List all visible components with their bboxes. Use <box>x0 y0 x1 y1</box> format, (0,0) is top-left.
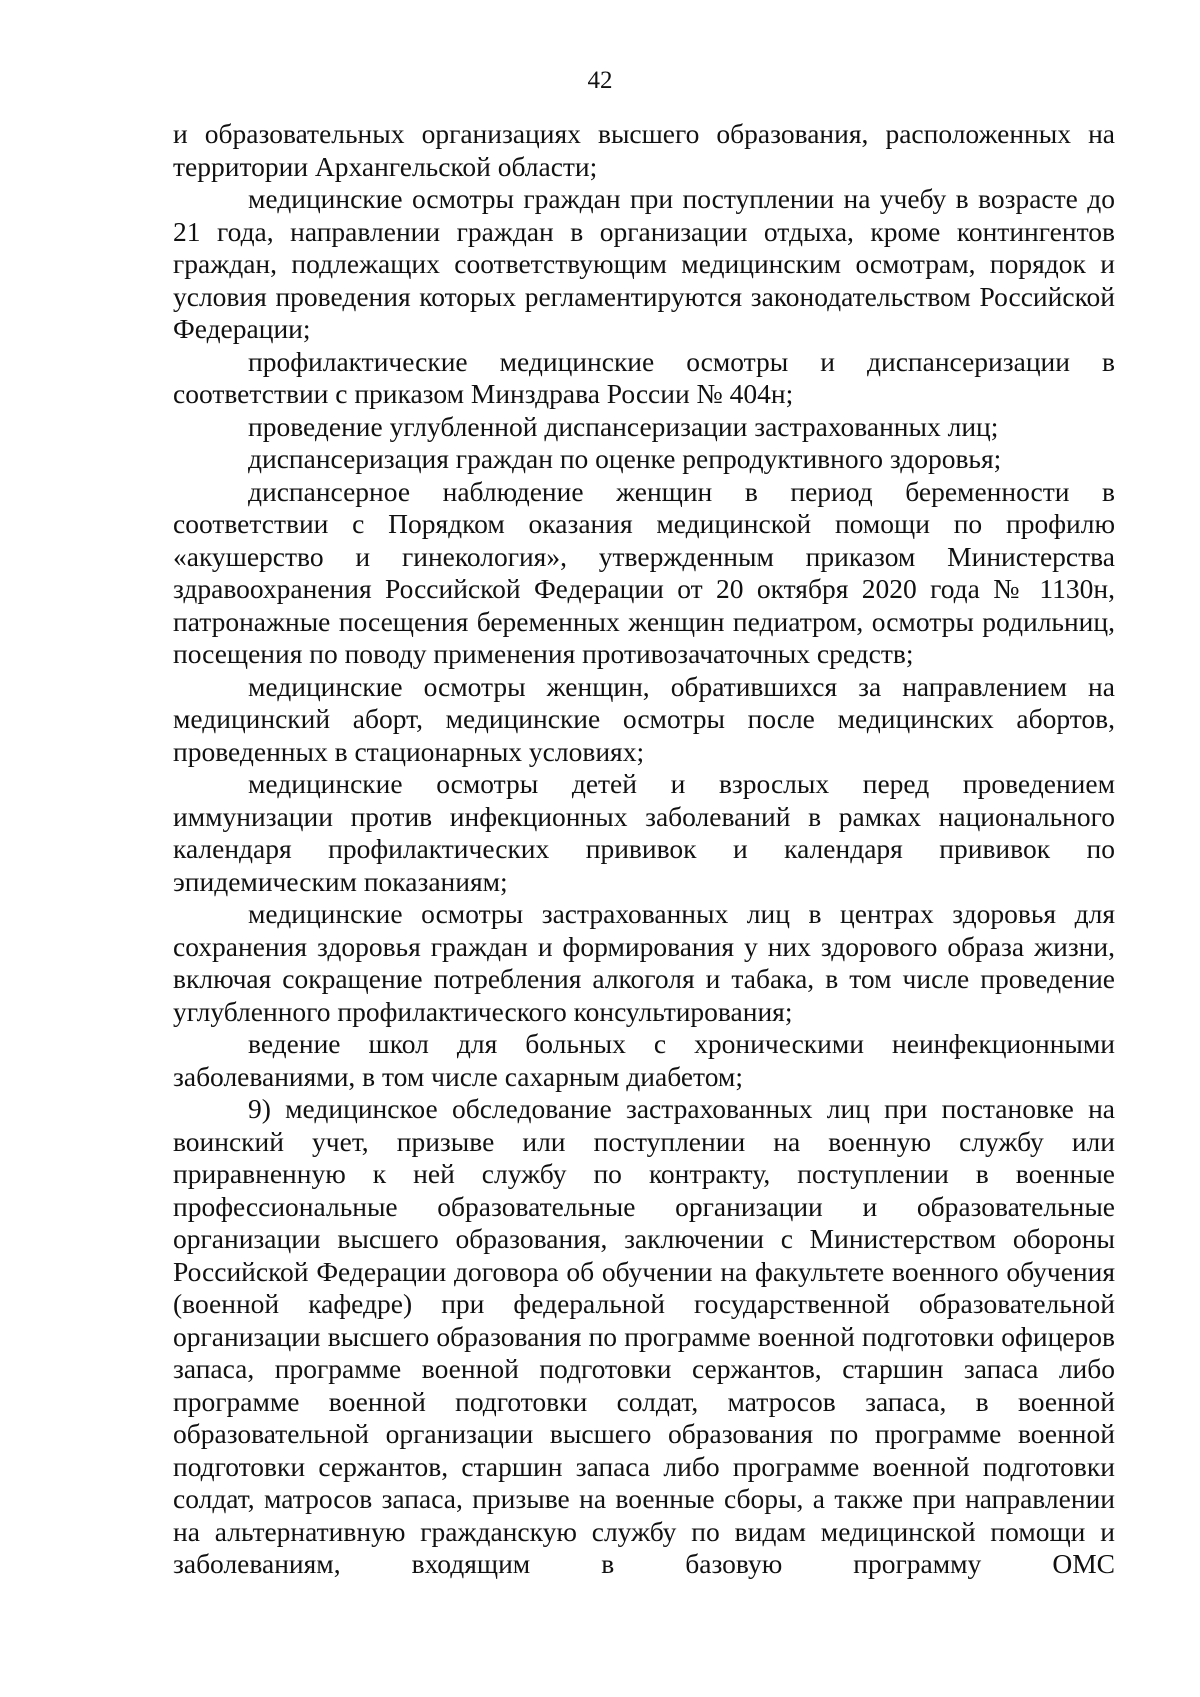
paragraph: проведение углубленной диспансеризации застрахованных лиц; <box>248 410 999 442</box>
document-body <box>173 118 1115 1581</box>
paragraph: диспансерное наблюдение женщин в период беременности в соответствии с Порядком оказания медицинской помощи по профилю «акушерство и гинекология», утвержденным приказом Министерства здравоохранения Российской Федерации от 20 октября 2020 года № 1130н, патронажные посещения беременных женщин педиатром, осмотры родильниц, посещения по поводу применения противозачаточных средств; <box>173 475 1115 669</box>
paragraph: ведение школ для больных с хроническими неинфекционными заболеваниями, в том числе сахарным диабетом; <box>173 1028 1115 1092</box>
paragraph: и образовательных организациях высшего образования, расположенных на территории Архангельской области; <box>173 118 1115 182</box>
page-number: 42 <box>587 67 613 94</box>
paragraph: медицинские осмотры застрахованных лиц в центрах здоровья для сохранения здоровья граждан и формирования у них здорового образа жизни, включая сокращение потребления алкоголя и табака, в том числе проведение углубленного профилактического консультирования; <box>173 898 1115 1027</box>
paragraph: медицинские осмотры женщин, обратившихся за направлением на медицинский аборт, медицинские осмотры после медицинских абортов, проведенных в стационарных условиях; <box>173 670 1115 767</box>
paragraph: диспансеризация граждан по оценке репродуктивного здоровья; <box>248 443 1002 474</box>
paragraph: 9) медицинское обследование застрахованных лиц при постановке на воинский учет, призыве или поступлении на военную службу или приравненную к ней службу по контракту, поступлении в военные профессиональные образовательные организации и образовательные организации высшего образования, заключении с Министерством обороны Российской Федерации договора об обучении на факультете военного обучения (военной кафедре) при федеральной государственной образовательной организации высшего образования по программе военной подготовки офицеров запаса, программе военной подготовки сержантов, старшин запаса либо программе военной подготовки солдат, матросов запаса, в военной образовательной организации высшего образования по программе военной подготовки сержантов, старшин запаса либо программе военной подготовки солдат, матросов запаса, призыве на военные сборы, а также при направлении на альтернативную гражданскую службу по видам медицинской помощи и заболеваниям, входящим в базовую программу ОМС <box>173 1093 1115 1579</box>
paragraph: медицинские осмотры граждан при поступлении на учебу в возрасте до 21 года, направлении граждан в организации отдыха, кроме контингентов граждан, подлежащих соответствующим медицинским осмотрам, порядок и условия проведения которых регламентируются законодательством Российской Федерации; <box>173 183 1115 344</box>
paragraph: медицинские осмотры детей и взрослых перед проведением иммунизации против инфекционных заболеваний в рамках национального календаря профилактических прививок и календаря прививок по эпидемическим показаниям; <box>173 768 1115 897</box>
paragraph: профилактические медицинские осмотры и диспансеризации в соответствии с приказом Минздрава России № 404н; <box>173 345 1115 409</box>
